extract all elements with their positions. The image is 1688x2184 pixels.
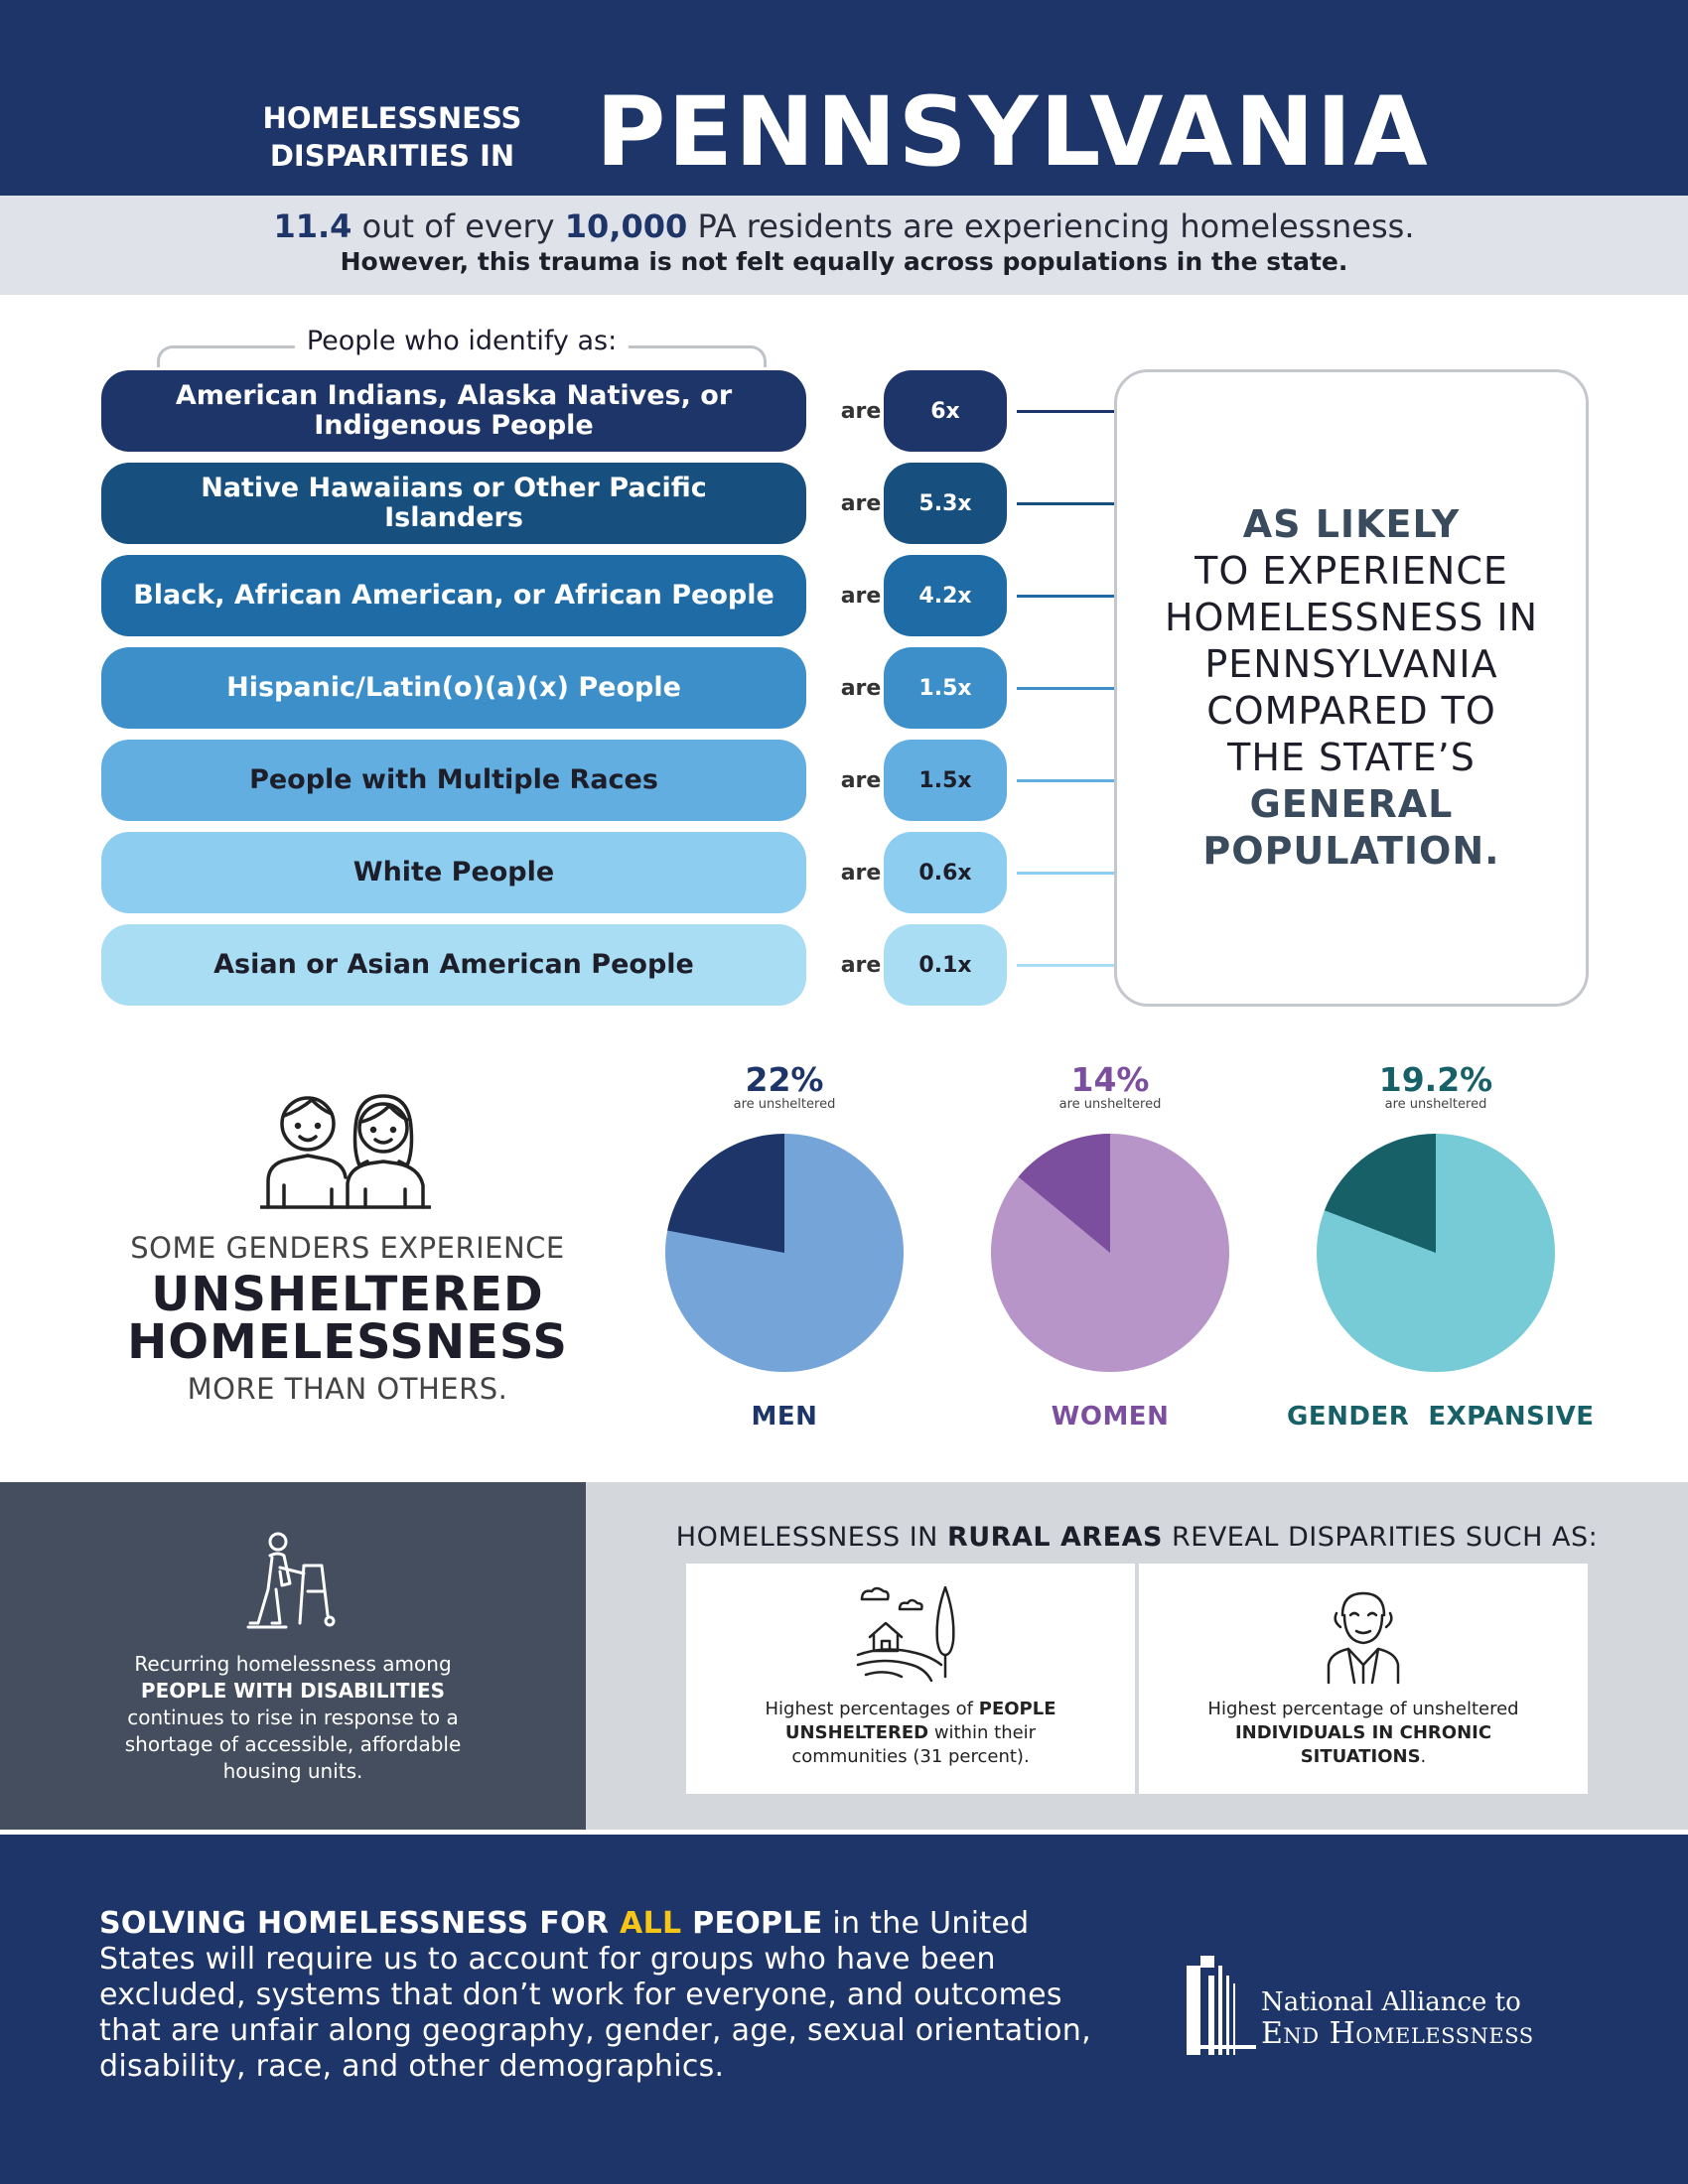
rural-card-text-bold: INDIVIDUALS IN CHRONIC SITUATIONS: [1234, 1722, 1492, 1767]
logo-line1: National Alliance to: [1261, 1987, 1521, 2017]
race-group-pill: Black, African American, or African People: [101, 555, 806, 636]
rural-title-pre: HOMELESSNESS IN: [675, 1522, 947, 1553]
pie-sublabel: are unsheltered: [733, 1097, 836, 1112]
connector-line: [1017, 779, 1114, 782]
summary-base: 10,000: [564, 207, 688, 245]
pie-block: [1287, 1060, 1595, 1432]
pie-chart: [989, 1132, 1231, 1374]
rural-landscape-icon: [856, 1585, 965, 1685]
race-row: [101, 832, 1114, 913]
pie-name: GENDER EXPANSIVE: [1287, 1402, 1595, 1432]
gender-line4: MORE THAN OTHERS.: [187, 1372, 508, 1406]
disability-text: [94, 1651, 492, 1785]
rural-card-text-pre: Highest percentages of: [765, 1699, 979, 1719]
pie-block: [635, 1062, 933, 1432]
race-multiplier: 1.5x: [884, 740, 1007, 821]
header-subtitle: [248, 99, 536, 175]
likely-line: THE STATE’S: [1227, 736, 1476, 779]
are-label: are: [840, 398, 882, 424]
summary-rate-end: PA residents are experiencing homelessness.: [687, 207, 1415, 245]
footer-bold-post: PEOPLE: [681, 1906, 823, 1941]
rural-title: [586, 1522, 1688, 1553]
page-title: PENNSYLVANIA: [596, 76, 1430, 188]
are-label: are: [840, 490, 882, 516]
rural-card-unsheltered: [686, 1564, 1135, 1794]
likely-line: TO EXPERIENCE: [1195, 549, 1508, 593]
identify-bracket: [157, 326, 767, 365]
gender-heading: [109, 1231, 586, 1406]
walker-icon: [246, 1532, 342, 1631]
pie-percent: 22%: [745, 1060, 824, 1099]
pie-percent: 19.2%: [1378, 1060, 1493, 1099]
likely-line: COMPARED TO: [1206, 689, 1496, 733]
race-multiplier: 6x: [884, 370, 1007, 452]
connector-line: [1017, 502, 1114, 505]
connector-line: [1017, 872, 1114, 875]
likely-line: GENERAL: [1249, 782, 1454, 826]
pie-name: WOMEN: [1051, 1402, 1170, 1432]
gender-line3: HOMELESSNESS: [127, 1314, 568, 1370]
summary-bar: [0, 196, 1688, 295]
are-label: are: [840, 583, 882, 609]
footer: [0, 1835, 1688, 2184]
are-label: are: [840, 767, 882, 793]
race-row: [101, 555, 1114, 636]
rural-title-bold: RURAL AREAS: [946, 1522, 1163, 1553]
pie-chart: [1315, 1132, 1557, 1374]
race-row: [101, 924, 1114, 1006]
gender-line1: SOME GENDERS EXPERIENCE: [130, 1231, 565, 1265]
header-subtitle-line1: HOMELESSNESS: [262, 101, 522, 135]
pie-chart: [663, 1132, 906, 1374]
gender-line2: UNSHELTERED: [151, 1267, 544, 1322]
footer-body: in the United States will require us to account for groups who have been excluded, systems that don’t work for everyone, and outcomes that are unfair along geography, gender, age, sexual orientation, disability, race, and other demographics.: [99, 1906, 1091, 2084]
alliance-logo-icon: [1187, 1956, 1256, 2055]
logo-line2: End Homelessness: [1261, 2016, 1534, 2051]
likely-box: [1114, 369, 1589, 1007]
race-row: [101, 647, 1114, 729]
are-label: are: [840, 952, 882, 978]
rural-card-text-post: .: [1420, 1746, 1427, 1767]
race-group-pill: People with Multiple Races: [101, 740, 806, 821]
race-group-pill: White People: [101, 832, 806, 913]
likely-line: HOMELESSNESS IN: [1164, 596, 1539, 639]
summary-rate: 11.4: [273, 207, 352, 245]
race-group-pill: Asian or Asian American People: [101, 924, 806, 1006]
race-group-pill: Native Hawaiians or Other Pacific Islanders: [101, 463, 806, 544]
logo-text: [1261, 1987, 1534, 2051]
race-multiplier: 0.6x: [884, 832, 1007, 913]
connector-line: [1017, 687, 1114, 690]
pie-sublabel: are unsheltered: [1384, 1097, 1487, 1112]
identify-label: People who identify as:: [295, 326, 629, 356]
header: [0, 0, 1688, 196]
are-label: are: [840, 860, 882, 886]
header-subtitle-line2: DISPARITIES IN: [269, 139, 515, 173]
race-group-pill: American Indians, Alaska Natives, or Indigenous People: [101, 370, 806, 452]
race-multiplier: 5.3x: [884, 463, 1007, 544]
footer-text: [99, 1906, 1092, 2085]
people-icon: [260, 1082, 431, 1209]
likely-line: PENNSYLVANIA: [1204, 642, 1498, 686]
connector-line: [1017, 410, 1114, 413]
pie-block: [961, 1062, 1259, 1432]
rural-card-text-pre: Highest percentage of unsheltered: [1207, 1699, 1519, 1719]
connector-line: [1017, 964, 1114, 967]
elderly-person-icon: [1319, 1585, 1408, 1685]
rural-card-chronic: [1139, 1564, 1588, 1794]
are-label: are: [840, 675, 882, 701]
rural-panel: [586, 1482, 1688, 1830]
summary-rate-mid: out of every: [352, 207, 565, 245]
disability-panel: [0, 1482, 586, 1830]
pie-name: MEN: [751, 1402, 818, 1432]
alliance-logo: [1187, 1946, 1604, 2065]
race-row: [101, 463, 1114, 544]
race-row: [101, 740, 1114, 821]
footer-bold-all: ALL: [620, 1906, 682, 1941]
rural-card-text: [1179, 1698, 1548, 1769]
disability-text-post: continues to rise in response to a shortage of accessible, affordable housing units.: [124, 1706, 462, 1783]
pie-percent: 14%: [1070, 1060, 1150, 1099]
rural-title-post: REVEAL DISPARITIES SUCH AS:: [1162, 1522, 1599, 1553]
summary-line2: However, this trauma is not felt equally across populations in the state.: [340, 247, 1348, 276]
likely-line: AS LIKELY: [1242, 502, 1461, 546]
rural-card-text-bold: PEOPLE UNSHELTERED: [784, 1699, 1056, 1743]
connector-line: [1017, 595, 1114, 598]
rural-card-text-post: within their communities (31 percent).: [791, 1722, 1037, 1767]
race-multiplier: 0.1x: [884, 924, 1007, 1006]
race-group-pill: Hispanic/Latin(o)(a)(x) People: [101, 647, 806, 729]
disability-text-bold: PEOPLE WITH DISABILITIES: [140, 1679, 446, 1703]
likely-line: POPULATION.: [1202, 829, 1500, 873]
disability-text-pre: Recurring homelessness among: [134, 1652, 452, 1676]
summary-line1: [0, 207, 1688, 245]
race-row: [101, 370, 1114, 452]
footer-bold-pre: SOLVING HOMELESSNESS FOR: [99, 1906, 621, 1941]
race-multiplier: 1.5x: [884, 647, 1007, 729]
pie-sublabel: are unsheltered: [1058, 1097, 1162, 1112]
race-multiplier: 4.2x: [884, 555, 1007, 636]
rural-card-text: [726, 1698, 1095, 1769]
